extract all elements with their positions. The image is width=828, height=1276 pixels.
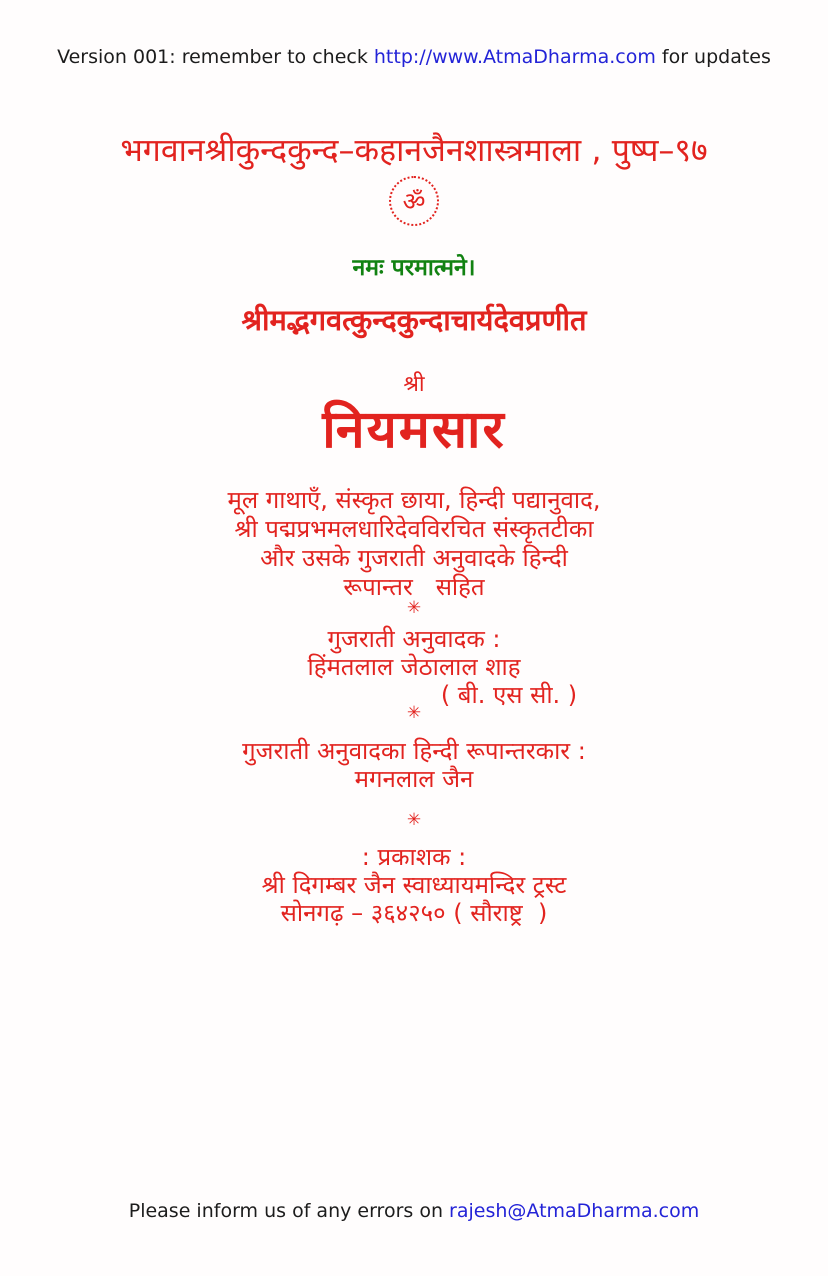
hindi-adapter-name: मगनलाल जैन [354, 765, 474, 793]
title-honorific: श्री [403, 372, 425, 397]
error-report-prefix: Please inform us of any errors on [128, 1200, 450, 1222]
book-title: नियमसार [322, 400, 506, 460]
series-title: भगवानश्रीकुन्दकुन्द–कहानजैनशास्त्रमाला , पुष्प–९७ [120, 131, 708, 169]
gujarati-translator-degree: ( बी. एस सी. ) [440, 681, 578, 709]
description-line: मूल गाथाएँ, संस्कृत छाया, हिन्दी पद्यानुवाद, [227, 486, 601, 514]
flower-divider-icon: ✳ [406, 703, 422, 723]
om-symbol-icon: ॐ [389, 176, 439, 226]
update-url-link[interactable]: http://www.AtmaDharma.com [373, 46, 656, 68]
version-note [0, 46, 828, 68]
description-line: श्री पद्मप्रभमलधारिदेवविरचित संस्कृतटीका [234, 515, 594, 543]
invocation-text: नमः परमात्मने। [352, 255, 476, 281]
flower-divider-icon: ✳ [406, 810, 422, 830]
gujarati-translator-heading: गुजराती अनुवादक : [327, 625, 501, 653]
publisher-name: श्री दिगम्बर जैन स्वाध्यायमन्दिर ट्रस्ट [261, 871, 567, 899]
flower-divider-icon: ✳ [406, 598, 422, 618]
error-report-note [0, 1200, 828, 1222]
author-attribution: श्रीमद्भगवत्कुन्दकुन्दाचार्यदेवप्रणीत [241, 303, 587, 337]
version-note-suffix: for updates [655, 46, 771, 68]
publisher-address: सोनगढ़ – ३६४२५० ( सौराष्ट्र ) [280, 899, 548, 927]
hindi-adapter-heading: गुजराती अनुवादका हिन्दी रूपान्तरकार : [242, 737, 586, 765]
description-line: रूपान्तर सहित [343, 573, 485, 601]
publisher-heading: : प्रकाशक : [361, 843, 467, 871]
version-note-prefix: Version 001: remember to check [57, 46, 374, 68]
error-report-email-link[interactable]: rajesh@AtmaDharma.com [449, 1200, 700, 1222]
gujarati-translator-name: हिंमतलाल जेठालाल शाह [307, 653, 521, 681]
description-line: और उसके गुजराती अनुवादके हिन्दी [260, 544, 568, 572]
om-seal [0, 176, 828, 226]
